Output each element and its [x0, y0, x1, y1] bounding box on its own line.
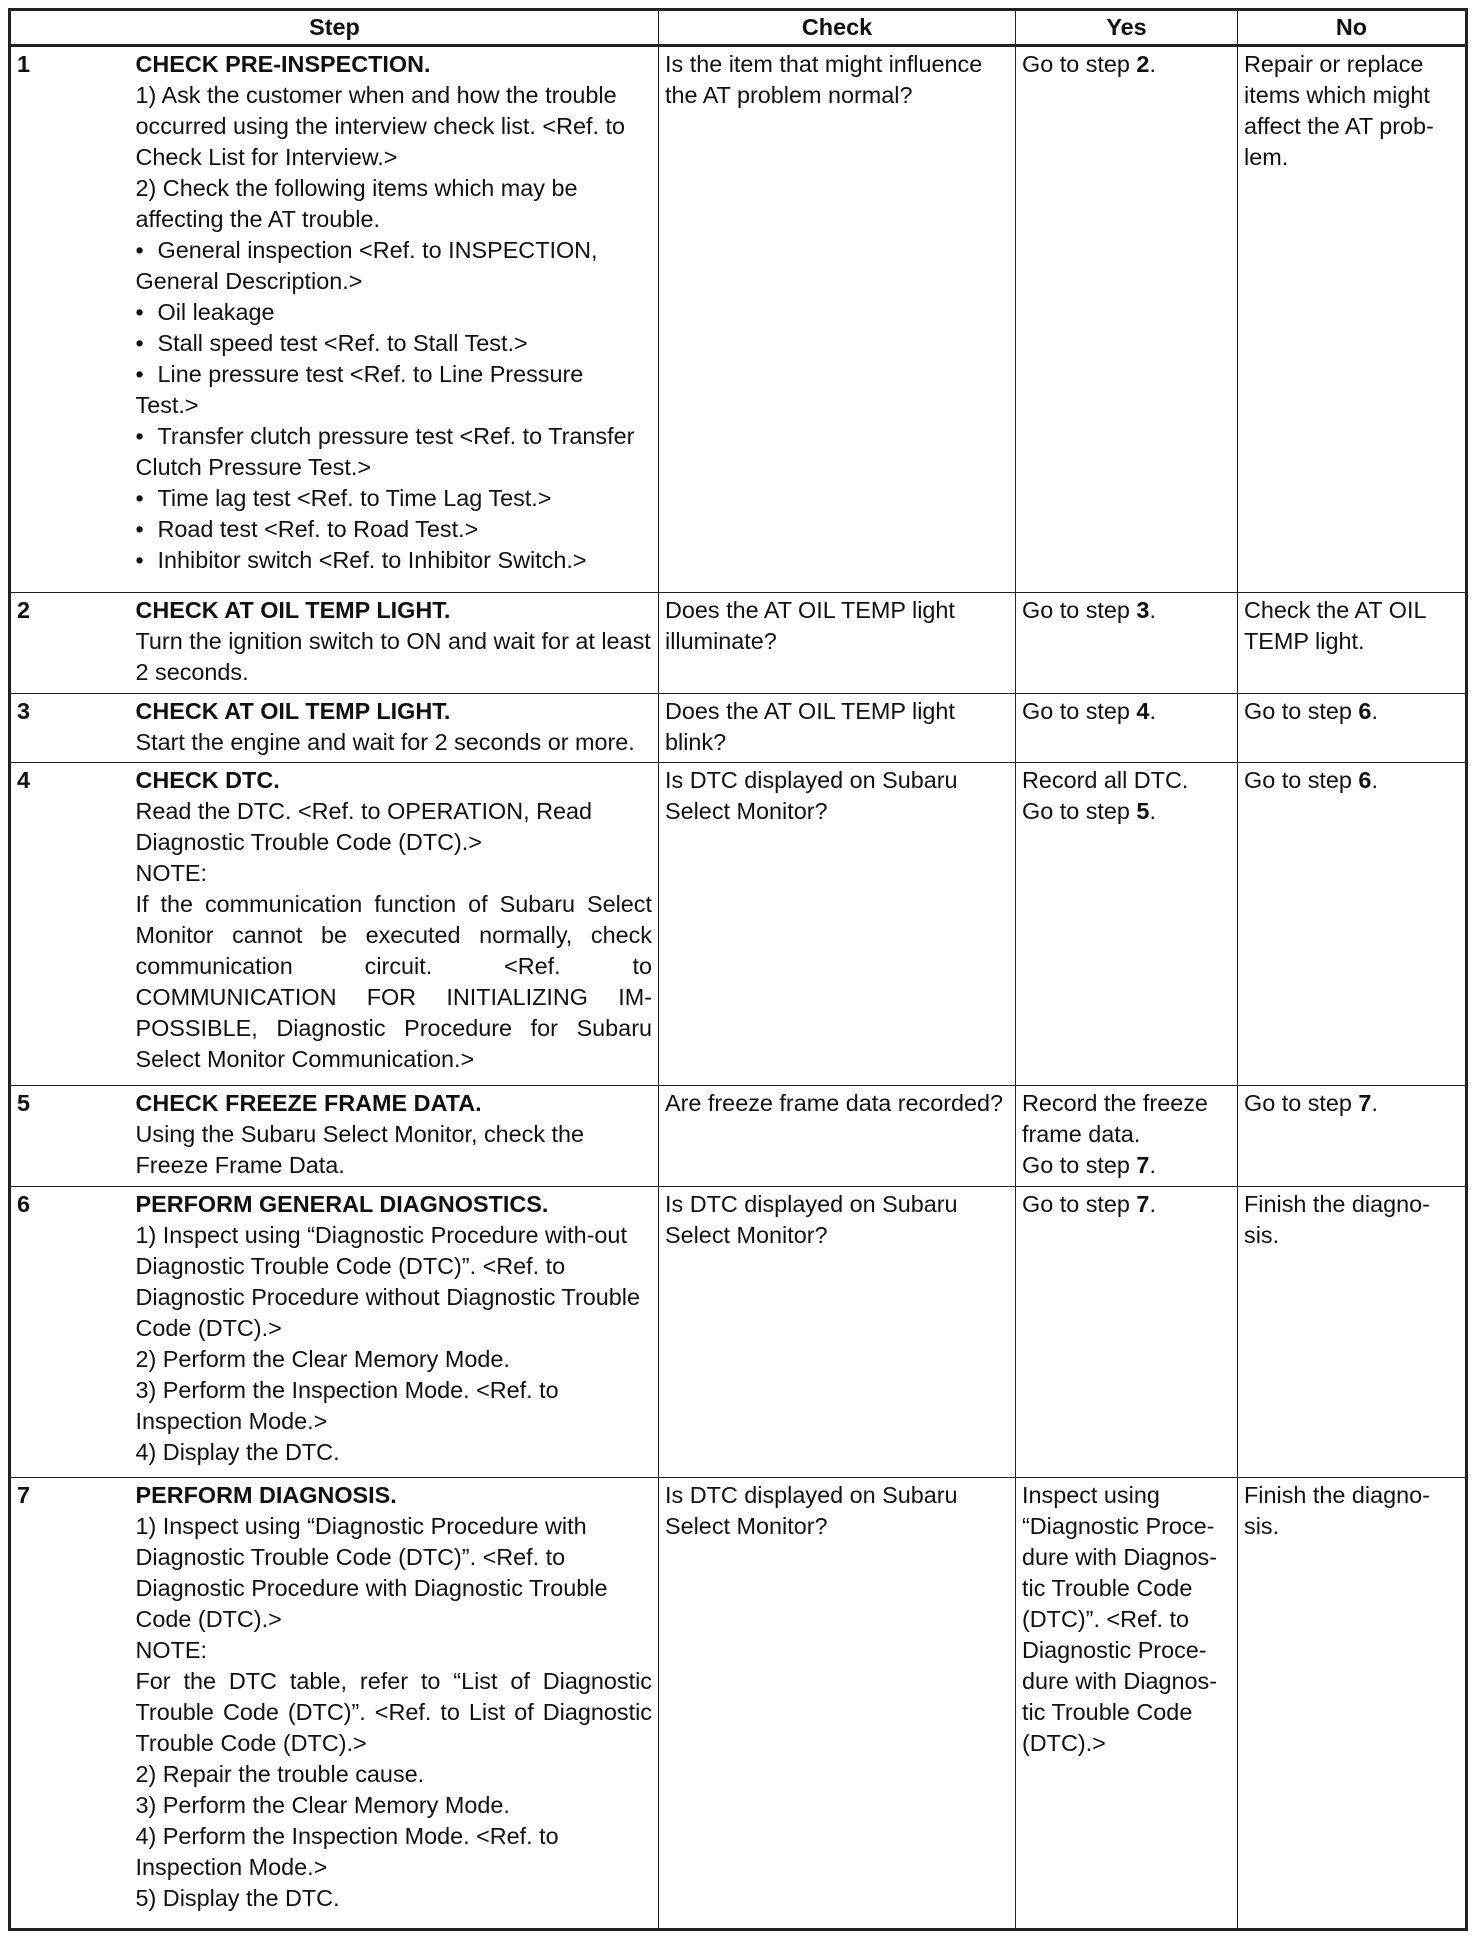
- step-title: PERFORM DIAGNOSIS.: [135, 1482, 397, 1509]
- check-cell: Are freeze frame data recorded?: [659, 1086, 1016, 1187]
- step-title: PERFORM GENERAL DIAGNOSTICS.: [135, 1190, 549, 1217]
- bullet-item: • Transfer clutch pressure test <Ref. to Transfer Clutch Pressure Test.>: [136, 421, 653, 483]
- yes-cell: [1016, 46, 1238, 593]
- no-text: Go to step: [1244, 1090, 1359, 1117]
- step-title: CHECK FREEZE FRAME DATA.: [135, 1090, 482, 1117]
- header-no: No: [1238, 10, 1467, 46]
- step-ref: 6: [1358, 697, 1372, 724]
- step-description: [130, 46, 659, 593]
- yes-suffix: .: [1149, 697, 1156, 724]
- yes-cell: [1016, 762, 1238, 1085]
- table-header-row: [10, 10, 1467, 46]
- step-line: 2) Check the following items which may be affecting the AT trouble.: [135, 175, 578, 232]
- check-cell: Is DTC displayed on Subaru Select Monitor?: [659, 1478, 1016, 1930]
- step-ref: 2: [1136, 51, 1150, 77]
- note-text: If the communication function of Subaru Select Monitor cannot be executed normally, check communication circuit. <Ref. to COMMUNICATION FOR INITIALIZING IM-POSSIBLE, Diagnostic Procedure for Subaru Select Monitor Communication.>: [135, 890, 652, 1072]
- step-number: 2: [10, 593, 130, 694]
- yes-text: Go to step: [1022, 697, 1137, 724]
- table-row: [10, 593, 1467, 694]
- check-cell: Is DTC displayed on Subaru Select Monitor?: [659, 1186, 1016, 1478]
- no-text: Go to step: [1244, 697, 1359, 724]
- step-ref: 7: [1136, 1152, 1150, 1179]
- step-title: CHECK AT OIL TEMP LIGHT.: [135, 697, 451, 724]
- table-row: [10, 762, 1467, 1085]
- step-line: 2) Repair the trouble cause.: [135, 1761, 425, 1788]
- bullet-item: • Inhibitor switch <Ref. to Inhibitor Switch.>: [136, 545, 653, 576]
- check-cell: Does the AT OIL TEMP light illuminate?: [659, 593, 1016, 694]
- step-description: [130, 1186, 659, 1478]
- no-suffix: .: [1371, 1090, 1378, 1117]
- no-cell: [1238, 762, 1467, 1085]
- step-description: [130, 693, 659, 762]
- no-cell: Repair or replace items which might affect the AT prob-lem.: [1238, 46, 1467, 593]
- yes-text: Go to step: [1022, 51, 1137, 77]
- yes-suffix: .: [1149, 1190, 1156, 1217]
- yes-cell: [1016, 593, 1238, 694]
- step-ref: 6: [1358, 766, 1372, 793]
- check-cell: Is the item that might influence the AT problem normal?: [659, 46, 1016, 593]
- step-ref: 5: [1136, 797, 1150, 824]
- yes-suffix: .: [1149, 597, 1156, 624]
- step-line: 5) Display the DTC.: [135, 1885, 340, 1912]
- yes-suffix: .: [1149, 797, 1156, 824]
- step-line: Turn the ignition switch to ON and wait for at least 2 seconds.: [135, 628, 651, 686]
- step-number: 3: [10, 693, 130, 762]
- yes-cell: Inspect using “Diagnostic Proce-dure with Diagnos-tic Trouble Code (DTC)”. <Ref. to Diagnostic Proce-dure with Diagnos-tic Trouble Code (DTC).>: [1016, 1478, 1238, 1930]
- step-line: Read the DTC. <Ref. to OPERATION, Read Diagnostic Trouble Code (DTC).>: [135, 797, 593, 855]
- no-cell: [1238, 693, 1467, 762]
- step-description: [130, 762, 659, 1085]
- bullet-item: • Line pressure test <Ref. to Line Pressure Test.>: [136, 359, 653, 421]
- step-number: 6: [10, 1186, 130, 1478]
- no-suffix: .: [1371, 766, 1378, 793]
- no-cell: Check the AT OIL TEMP light.: [1238, 593, 1467, 694]
- step-line: 3) Perform the Inspection Mode. <Ref. to Inspection Mode.>: [135, 1376, 559, 1434]
- no-cell: [1238, 1086, 1467, 1187]
- yes-line: Record all DTC.: [1022, 766, 1189, 793]
- header-step: Step: [10, 10, 659, 46]
- yes-cell: [1016, 1086, 1238, 1187]
- table-row: [10, 1086, 1467, 1187]
- bullet-item: • Oil leakage: [136, 297, 653, 328]
- step-line: 1) Inspect using “Diagnostic Procedure with Diagnostic Trouble Code (DTC)”. <Ref. to Diagnostic Procedure with Diagnostic Trouble Code (DTC).>: [135, 1513, 608, 1633]
- yes-suffix: .: [1149, 51, 1156, 77]
- step-line: 4) Display the DTC.: [135, 1438, 340, 1465]
- step-ref: 4: [1136, 697, 1150, 724]
- step-title: CHECK PRE-INSPECTION.: [135, 51, 431, 77]
- step-ref: 7: [1136, 1190, 1150, 1217]
- step-title: CHECK AT OIL TEMP LIGHT.: [135, 597, 451, 624]
- no-cell: Finish the diagno-sis.: [1238, 1478, 1467, 1930]
- check-cell: Does the AT OIL TEMP light blink?: [659, 693, 1016, 762]
- step-number: 7: [10, 1478, 130, 1930]
- diagnostic-procedure-table: [8, 8, 1468, 1931]
- bullet-item: • Road test <Ref. to Road Test.>: [136, 514, 653, 545]
- yes-text: Go to step: [1022, 797, 1137, 824]
- step-line: 3) Perform the Clear Memory Mode.: [135, 1792, 510, 1819]
- step-line: Start the engine and wait for 2 seconds or more.: [135, 728, 635, 755]
- header-yes: Yes: [1016, 10, 1238, 46]
- note-text: For the DTC table, refer to “List of Diagnostic Trouble Code (DTC)”. <Ref. to List of Diagnostic Trouble Code (DTC).>: [135, 1668, 652, 1757]
- step-line: 4) Perform the Inspection Mode. <Ref. to Inspection Mode.>: [135, 1823, 559, 1881]
- step-title: CHECK DTC.: [135, 766, 280, 793]
- yes-text: Go to step: [1022, 597, 1137, 624]
- step-ref: 3: [1136, 597, 1150, 624]
- table-row: [10, 1186, 1467, 1478]
- table-row: [10, 693, 1467, 762]
- bullet-item: • Time lag test <Ref. to Time Lag Test.>: [136, 483, 653, 514]
- step-description: [130, 593, 659, 694]
- no-suffix: .: [1371, 697, 1378, 724]
- bullet-item: • Stall speed test <Ref. to Stall Test.>: [136, 328, 653, 359]
- step-number: 4: [10, 762, 130, 1085]
- step-description: [130, 1478, 659, 1930]
- table-row: [10, 1478, 1467, 1930]
- table-row: [10, 46, 1467, 593]
- step-line: 1) Ask the customer when and how the trouble occurred using the interview check list. <Ref. to Check List for Interview.>: [135, 82, 625, 170]
- step-description: [130, 1086, 659, 1187]
- yes-cell: [1016, 693, 1238, 762]
- step-number: 5: [10, 1086, 130, 1187]
- no-text: Go to step: [1244, 766, 1359, 793]
- bullet-item: • General inspection <Ref. to INSPECTION, General Description.>: [136, 235, 653, 297]
- yes-suffix: .: [1149, 1152, 1156, 1179]
- header-check: Check: [659, 10, 1016, 46]
- yes-cell: [1016, 1186, 1238, 1478]
- step-number: 1: [10, 46, 130, 593]
- step-line: Using the Subaru Select Monitor, check the Freeze Frame Data.: [135, 1121, 585, 1179]
- no-cell: Finish the diagno-sis.: [1238, 1186, 1467, 1478]
- step-line: 2) Perform the Clear Memory Mode.: [135, 1345, 510, 1372]
- step-line: 1) Inspect using “Diagnostic Procedure with-out Diagnostic Trouble Code (DTC)”. <Ref. to Diagnostic Procedure without Diagnostic Trouble Code (DTC).>: [135, 1221, 640, 1341]
- note-label: NOTE:: [135, 1637, 207, 1664]
- yes-line: Record the freeze frame data.: [1022, 1090, 1208, 1148]
- yes-text: Go to step: [1022, 1190, 1137, 1217]
- note-label: NOTE:: [135, 859, 207, 886]
- step-ref: 7: [1358, 1090, 1372, 1117]
- check-cell: Is DTC displayed on Subaru Select Monitor?: [659, 762, 1016, 1085]
- yes-text: Go to step: [1022, 1152, 1137, 1179]
